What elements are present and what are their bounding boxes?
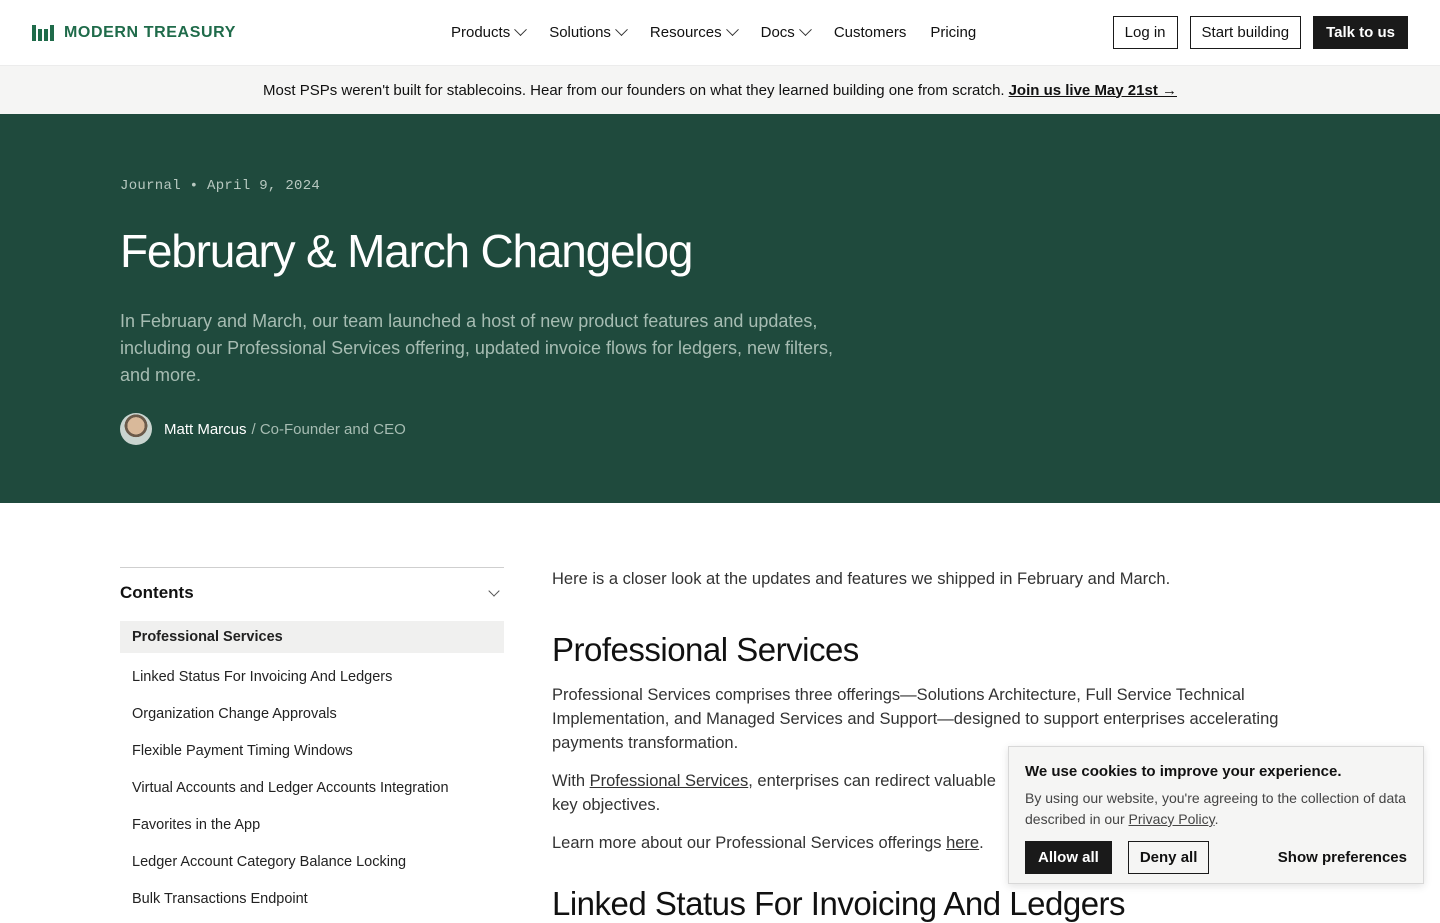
top-navigation	[0, 0, 1440, 65]
chevron-down-icon	[514, 23, 527, 36]
login-button[interactable]: Log in	[1113, 16, 1178, 49]
page-title: February & March Changelog	[120, 225, 693, 277]
paragraph-text: With	[552, 772, 590, 790]
nav-customers[interactable]	[834, 24, 907, 41]
cookie-title: We use cookies to improve your experience.	[1025, 763, 1342, 780]
professional-services-link[interactable]: Professional Services	[589, 772, 749, 790]
nav-resources-label: Resources	[649, 24, 722, 41]
chevron-down-icon	[799, 23, 812, 36]
toc-item[interactable]: Organization Change Approvals	[132, 705, 337, 722]
post-meta: Journal • April 9, 2024	[120, 178, 321, 194]
toc-item[interactable]: Favorites in the App	[132, 816, 261, 833]
article-paragraph: Professional Services comprises three offerings—Solutions Architecture, Full Service Technical Implementation, and Managed Services and Support—designed to support enterprises accelerating payments transformation.	[552, 686, 1279, 752]
nav-pricing-label: Pricing	[930, 24, 977, 41]
toc-item[interactable]: Linked Status For Invoicing And Ledgers	[132, 668, 393, 685]
nav-products[interactable]	[451, 24, 525, 41]
nav-docs-label: Docs	[760, 24, 795, 41]
announcement-text: Most PSPs weren't built for stablecoins. Hear from our founders on what they learned building one from scratch.	[263, 81, 1005, 99]
paragraph-text: .	[979, 834, 984, 852]
cookie-actions	[1025, 841, 1407, 874]
toc-item[interactable]: Ledger Account Category Balance Locking	[132, 853, 407, 870]
logo-icon	[32, 25, 54, 41]
toc-item[interactable]: Flexible Payment Timing Windows	[132, 742, 353, 759]
paragraph-text: , enterprises can redirect valuable	[748, 772, 996, 790]
nav-resources[interactable]	[650, 24, 737, 41]
toc-heading: Contents	[120, 582, 194, 602]
brand-name: MODERN TREASURY	[64, 23, 236, 41]
toc-item[interactable]: Professional Services	[120, 621, 504, 653]
learn-more-link[interactable]: here	[946, 834, 980, 852]
nav-customers-label: Customers	[833, 24, 907, 41]
deny-all-button[interactable]: Deny all	[1128, 841, 1210, 874]
toc-item[interactable]: Virtual Accounts and Ledger Accounts Integration	[132, 779, 449, 796]
section-heading: Linked Status For Invoicing And Ledgers	[552, 885, 1126, 922]
cookie-body-end: .	[1214, 811, 1219, 827]
chevron-down-icon	[615, 23, 628, 36]
main-nav	[451, 0, 1000, 65]
cookie-body: By using our website, you're agreeing to the collection of data described in our	[1025, 790, 1406, 827]
author-role: / Co-Founder and CEO	[251, 420, 406, 438]
section-heading: Professional Services	[552, 631, 859, 668]
announcement-bar	[0, 65, 1440, 114]
talk-to-us-button[interactable]: Talk to us	[1313, 16, 1408, 49]
nav-actions	[1113, 16, 1408, 49]
nav-docs[interactable]	[761, 24, 810, 41]
table-of-contents	[120, 567, 504, 917]
show-preferences-button[interactable]: Show preferences	[1277, 849, 1407, 866]
avatar	[120, 413, 152, 445]
toc-header[interactable]	[120, 568, 504, 617]
author-byline	[120, 413, 1320, 445]
nav-solutions[interactable]	[549, 24, 626, 41]
hero-section	[0, 114, 1440, 503]
page-subtitle: In February and March, our team launched a host of new product features and updates, including our Professional Services offering, updated invoice flows for ledgers, new filters, and more.	[120, 311, 834, 385]
announcement-link[interactable]: Join us live May 21st →	[1008, 81, 1177, 99]
allow-all-button[interactable]: Allow all	[1025, 841, 1112, 874]
chevron-down-icon	[488, 585, 499, 596]
nav-solutions-label: Solutions	[549, 24, 611, 41]
paragraph-text: Learn more about our Professional Services offerings	[552, 834, 947, 852]
start-building-button[interactable]: Start building	[1190, 16, 1302, 49]
toc-list	[120, 621, 504, 917]
nav-products-label: Products	[451, 24, 511, 41]
author-name[interactable]: Matt Marcus	[164, 420, 247, 438]
cookie-banner	[1008, 746, 1424, 884]
article-intro: Here is a closer look at the updates and features we shipped in February and March.	[552, 570, 1171, 588]
brand-logo[interactable]	[32, 24, 236, 42]
toc-item[interactable]: Bulk Transactions Endpoint	[132, 890, 308, 907]
cookie-text	[1025, 788, 1407, 830]
chevron-down-icon	[726, 23, 739, 36]
privacy-policy-link[interactable]: Privacy Policy	[1128, 811, 1215, 827]
nav-pricing[interactable]	[930, 24, 976, 41]
paragraph-text: key objectives.	[552, 796, 661, 814]
